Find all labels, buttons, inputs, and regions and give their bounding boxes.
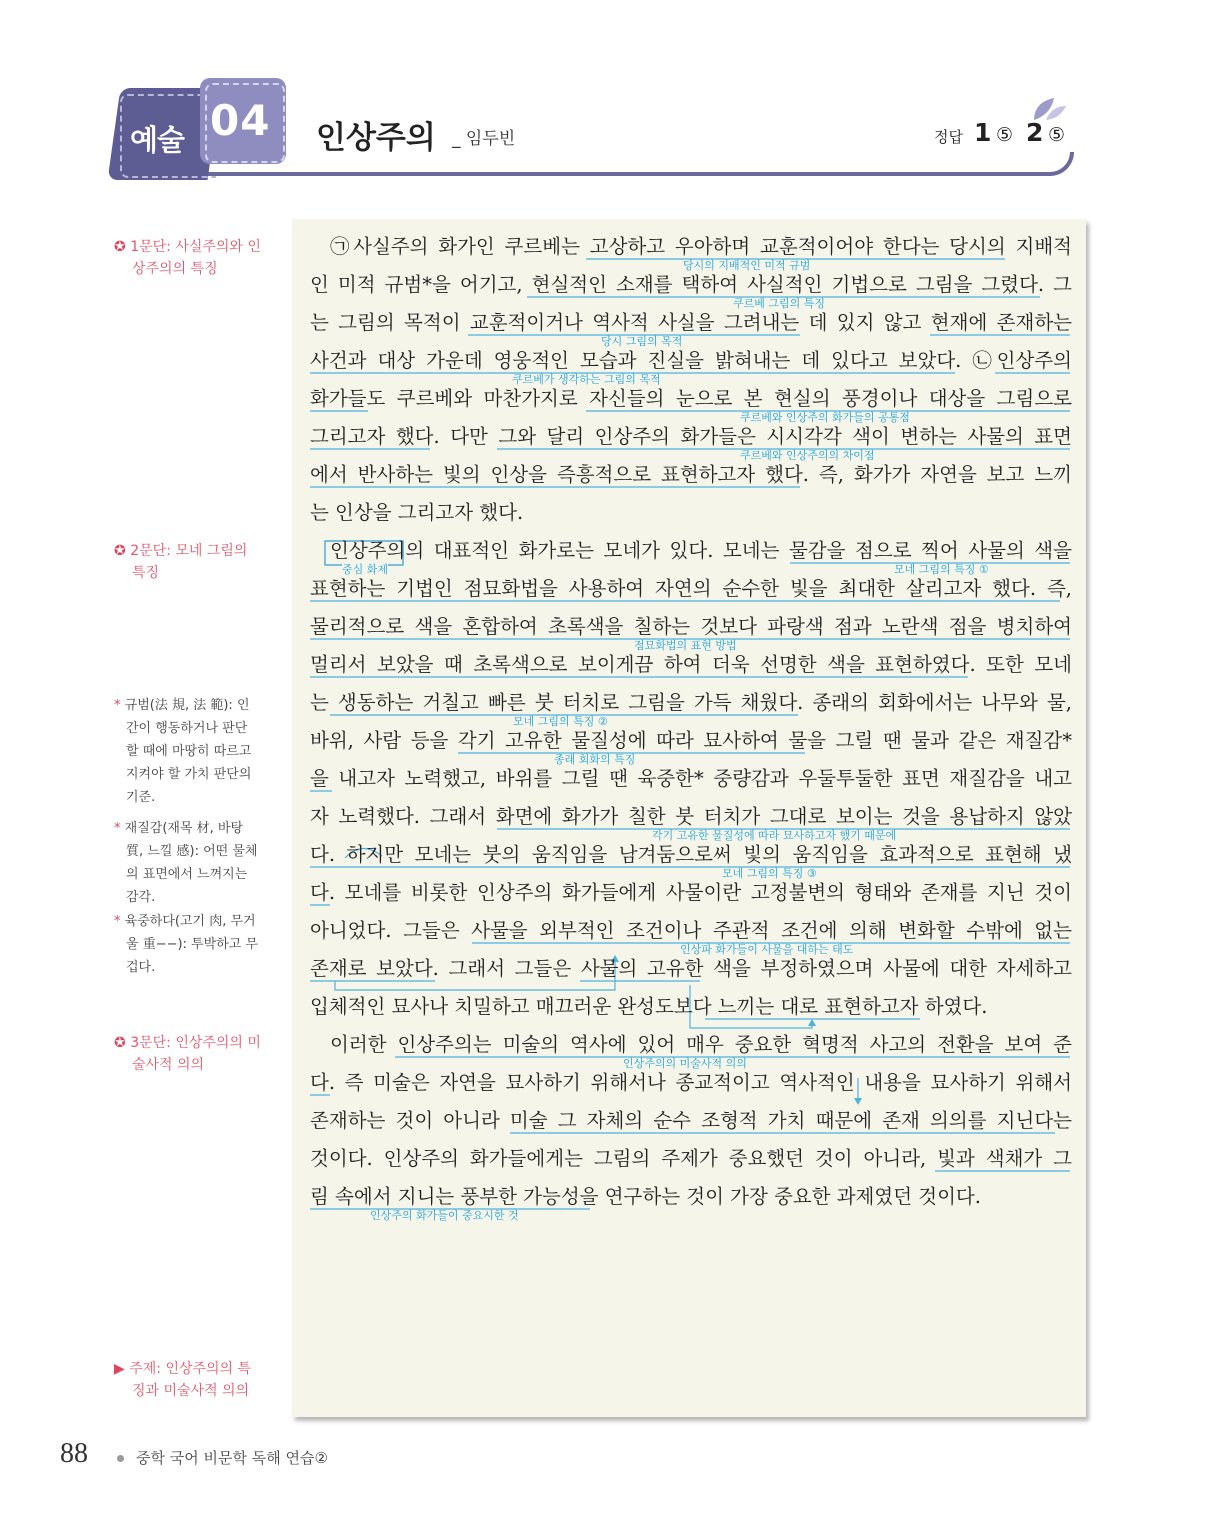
passage-line: ㉠사실주의 화가인 쿠르베는 고상하고 우아하며 교훈적이어야 한다는 당시의 지배적 [330,235,1072,258]
triangle-icon: ▶ [114,1361,125,1377]
annotation: 모네 그림의 특징 ① [894,563,989,576]
annotation: 당시의 지배적인 미적 규범 [683,259,811,272]
passage-line: 는 인상을 그리고자 했다. [310,501,524,524]
passage-line: 존재하는 것이 아니라 미술 그 자체의 순수 조형적 가치 때문에 존재 의의를 지닌다는 [310,1109,1072,1132]
passage-line: 사건과 대상 가운데 영웅적인 모습과 진실을 밝혀내는 데 있다고 보았다. ㉡인상주의 [310,349,1072,372]
passage-line: 이러한 인상주의는 미술의 역사에 있어 매우 중요한 혁명적 사고의 전환을 보여 준 [330,1033,1072,1056]
bullet-icon: ✪ [114,543,126,559]
note-theme: ▶ 주제: 인상주의의 특 징과 미술사적 의의 [114,1361,252,1399]
page-number: 88 [60,1438,88,1469]
annotation: 점묘화법의 표현 방법 [634,639,737,652]
passage-text [310,232,1072,1220]
annotation: 인상파 화가들이 사물을 대하는 태도 [680,943,854,956]
note-paragraph-2: ✪ 2문단: 모네 그림의 특징 [114,543,248,581]
glossary-item: * 재질감(재목 材, 바탕 質, 느낄 感): 어떤 물체 의 표면에서 느껴지는 감각. [114,821,258,905]
annotation: 인상주의 화가들이 중요시한 것 [370,1209,519,1222]
subject-label: 예술 [130,123,185,157]
passage-line: 그리고자 했다. 다만 그와 달리 인상주의 화가들은 시시각각 색이 변하는 사물의 표면 [310,425,1072,448]
annotation: 당시 그림의 목적 [601,335,683,348]
page-title: 인상주의 [316,120,436,156]
answer-2-value: ⑤ [1048,124,1066,146]
passage-line: 에서 반사하는 빛의 인상을 즉흥적으로 표현하고자 했다. 즉, 화가가 자연을 보고 느끼 [310,463,1072,486]
passage-line: 존재로 보았다. 그래서 그들은 사물의 고유한 색을 부정하였으며 사물에 대한 자세하고 [310,957,1072,980]
glossary-item: * 규범(法 規, 法 範): 인 간이 행동하거나 판단 할 때에 마땅히 따르고 지켜야 할 가치 판단의 기준. [114,698,252,805]
answer-1-number: 1 [974,118,992,147]
passage-line: 것이다. 인상주의 화가들에게는 그림의 주제가 중요했던 것이 아니라, 빛과 색채가 그 [310,1147,1072,1170]
bullet-icon: ✪ [114,239,126,255]
passage-line: 림 속에서 지니는 풍부한 가능성을 연구하는 것이 가장 중요한 과제였던 것이다. [310,1185,981,1208]
glossary-item: * 육중하다(고기 肉, 무거 울 重−−): 투박하고 무 겁다. [114,914,258,975]
annotation: 인상주의의 미술사적 의의 [623,1057,747,1070]
annotation: 중심 화제 [342,563,389,576]
passage-line: 멀리서 보았을 때 초록색으로 보이게끔 하여 더욱 선명한 색을 표현하였다. 또한 모네 [310,653,1072,676]
note-paragraph-3: ✪ 3문단: 인상주의의 미 술사적 의의 [114,1035,261,1073]
passage-line: 인상주의의 대표적인 화가로는 모네가 있다. 모네는 물감을 점으로 찍어 사물의 색을 [330,539,1072,562]
passage-line: 는 생동하는 거칠고 빠른 붓 터치로 그림을 가득 채웠다. 종래의 회화에서는 나무와 물, [310,691,1072,714]
answer-label: 정답 [934,128,963,146]
annotation: 모네 그림의 특징 ② [513,715,608,728]
unit-number: 04 [210,96,271,145]
annotation: 쿠르베와 인상주의 화가들의 공통점 [740,411,910,424]
passage-line: 화가들도 쿠르베와 마찬가지로 자신들의 눈으로 본 현실의 풍경이나 대상을 그림으로 [310,387,1072,410]
passage-line: 물리적으로 색을 혼합하여 초록색을 칠하는 것보다 파랑색 점과 노란색 점을 병치하여 [310,615,1072,638]
footer-dot-icon [117,1455,124,1462]
bullet-icon: ✪ [114,1035,126,1051]
passage-line: 는 그림의 목적이 교훈적이거나 역사적 사실을 그려내는 데 있지 않고 현재에 존재하는 [310,311,1072,334]
passage-line: 표현하는 기법인 점묘화법을 사용하여 자연의 순수한 빛을 최대한 살리고자 했다. 즉, [310,577,1072,600]
annotation: 모네 그림의 특징 ③ [722,867,817,880]
passage-line: 다. 즉 미술은 자연을 묘사하기 위해서나 종교적이고 역사적인 내용을 묘사하기 위해서 [310,1071,1072,1094]
passage-line: 바위, 사람 등을 각기 고유한 물질성에 따라 묘사하여 물을 그릴 땐 물과 같은 재질감* [310,729,1072,752]
annotation: 쿠르베와 인상주의의 차이점 [740,449,875,462]
answer-2-number: 2 [1026,118,1044,147]
passage-line: 아니었다. 그들은 사물을 외부적인 조건이나 주관적 조건에 의해 변화할 수밖에 없는 [310,919,1072,942]
annotation: 각기 고유한 물질성에 따라 묘사하고자 했기 때문에 [652,829,897,842]
passage-line: 다. 하지만 모네는 붓의 움직임을 남겨둠으로써 빛의 움직임을 효과적으로 표현해 냈 [310,843,1072,866]
book-title: 중학 국어 비문학 독해 연습② [136,1449,328,1467]
passage-line: 다. 모네를 비롯한 인상주의 화가들에게 사물이란 고정불변의 형태와 존재를 지닌 것이 [310,881,1072,904]
passage-line: 자 노력했다. 그래서 화면에 화가가 칠한 붓 터치가 그대로 보이는 것을 용납하지 않았 [310,805,1072,828]
annotation: 쿠르베 그림의 특징 [733,297,826,310]
note-paragraph-1: ✪ 1문단: 사실주의와 인 상주의의 특징 [114,239,261,277]
annotation: 종래 회화의 특징 [554,753,636,766]
answer-1-value: ⑤ [996,124,1014,146]
passage-line: 인 미적 규범*을 어기고, 현실적인 소재를 택하여 사실적인 기법으로 그림을 그렸다. 그 [310,273,1072,296]
passage-line: 을 내고자 노력했고, 바위를 그릴 땐 육중한* 중량감과 우둘투둘한 표면 재질감을 내고 [310,767,1072,790]
author: _ 임두빈 [452,129,516,149]
annotation: 쿠르베가 생각하는 그림의 목적 [512,373,661,386]
passage-line: 입체적인 묘사나 치밀하고 매끄러운 완성도보다 느끼는 대로 표현하고자 하였다. [310,995,988,1018]
